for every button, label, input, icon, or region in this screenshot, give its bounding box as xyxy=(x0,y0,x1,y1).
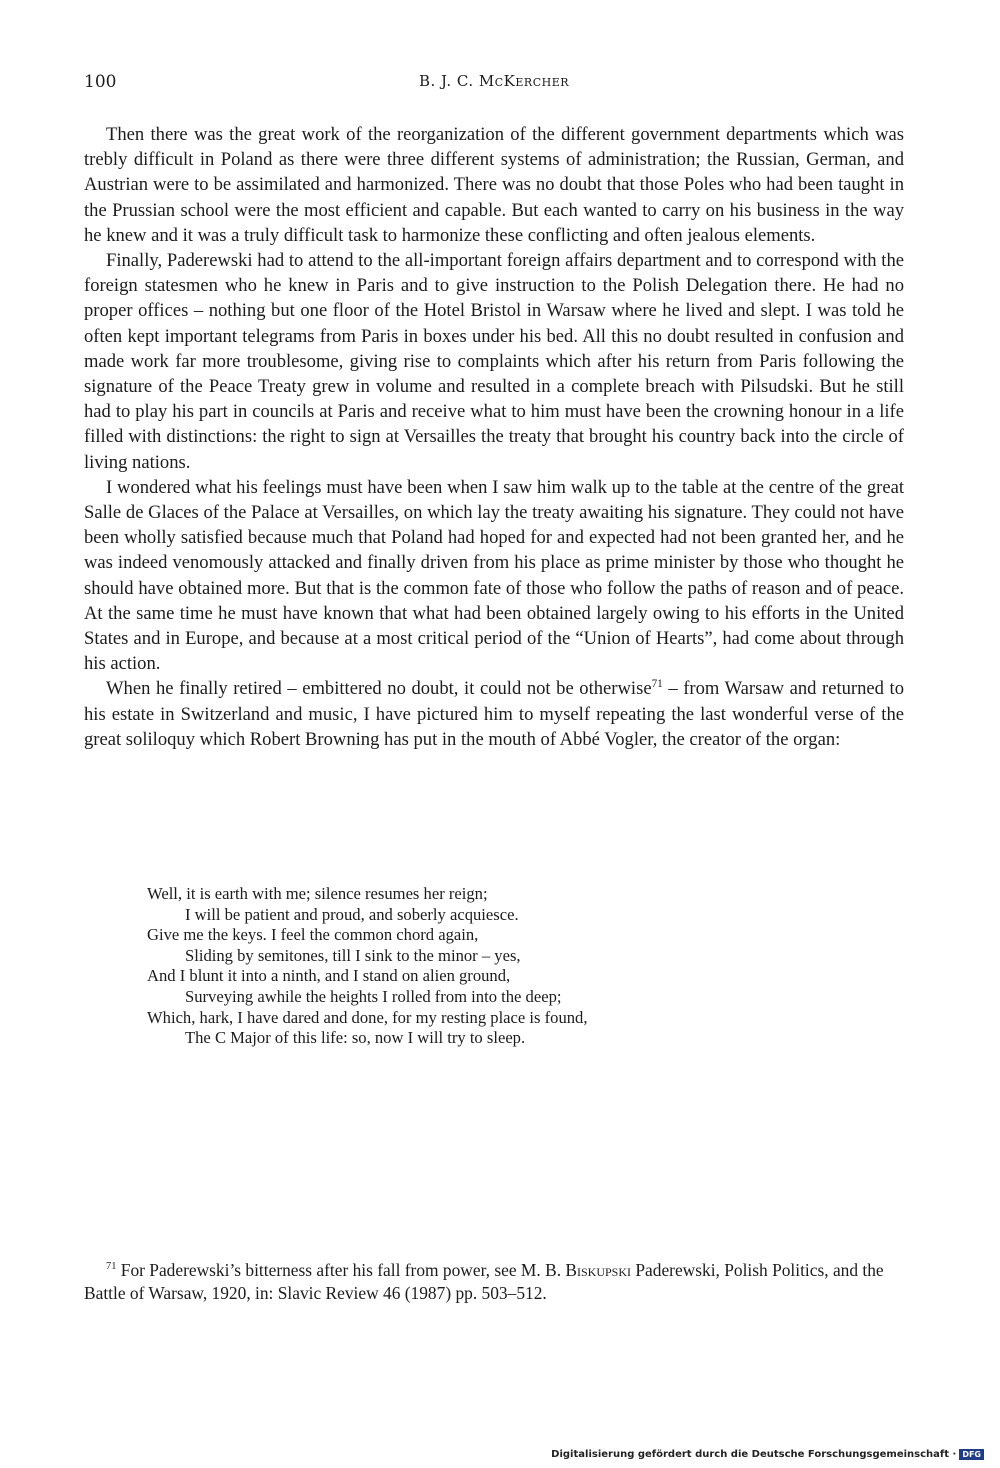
author-initials: B. J. C. xyxy=(418,72,479,90)
verse-line: Sliding by semitones, till I sink to the minor – yes, xyxy=(185,945,521,965)
paragraph-4-end: – from Warsaw and returned to his estate in Switzerland and music, I have pictured him to myself repeating the last wonderful verse of the great soliloquy which Robert Browning has put in the mouth of Abbé Vogler, the creator of the organ: xyxy=(84,678,905,750)
page-number: 100 xyxy=(84,72,117,92)
footnote-author: Biskupski xyxy=(565,1260,632,1280)
dfg-logo-icon: DFG xyxy=(959,1449,984,1460)
paragraph-3: I wondered what his feelings must have been when I saw him walk up to the table at the centre of the great Salle de Glaces of the Palace at Versailles, on which lay the treaty awaiting his signature. They could not have been wholly satisfied because much that Poland had hoped for and expected had not been granted her, and he was indeed venomously attacked and finally driven from his place as prime minister by those who thought he should have obtained more. But that is the common fate of those who follow the paths of reason and of peace. At the same time he must have known that what had been obtained largely owing to his efforts in the United States and in Europe, and because at a most critical period of the “Union of Hearts”, had come about through his action. xyxy=(84,476,904,675)
page-header xyxy=(84,72,904,96)
verse-line: Give me the keys. I feel the common chord again, xyxy=(147,925,479,945)
verse-line: And I blunt it into a ninth, and I stand on alien ground, xyxy=(147,966,511,986)
paragraph-4-start: When he finally retired – embittered no doubt, it could not be otherwise xyxy=(106,678,652,700)
verse-line: I will be patient and proud, and soberly acquiesce. xyxy=(185,904,519,924)
footnote-reference[interactable]: 71 xyxy=(651,678,663,691)
author-surname: McKercher xyxy=(478,72,570,90)
body-text xyxy=(84,122,904,752)
footnote xyxy=(84,1259,904,1305)
verse-line: Surveying awhile the heights I rolled from into the deep; xyxy=(185,986,562,1006)
digitization-credit xyxy=(551,1449,984,1460)
paragraph-1: Then there was the great work of the reorganization of the different government departments which was trebly difficult in Poland as there were three different systems of administration; the Russian, German, and Austrian were to be assimilated and harmonized. There was no doubt that those Poles who had been taught in the Prussian school were the most efficient and capable. But each wanted to carry on his business in the way he knew and it was a truly difficult task to harmonize these conflicting and often jealous elements. xyxy=(84,124,904,246)
verse-line: Well, it is earth with me; silence resumes her reign; xyxy=(147,884,488,903)
footnote-text-start: For Paderewski’s bitterness after his fall from power, see M. B. xyxy=(116,1260,566,1280)
credit-text: Digitalisierung gefördert durch die Deutsche Forschungsgemeinschaft · xyxy=(551,1449,957,1460)
verse-quotation xyxy=(147,884,767,1049)
verse-line: The C Major of this life: so, now I will try to sleep. xyxy=(185,1028,526,1048)
paragraph-4 xyxy=(84,676,904,752)
footnote-text-end: Paderewski, Polish Politics, and the Battle of Warsaw, 1920, in: Slavic Review 46 (1987) pp. 503–512. xyxy=(84,1260,884,1303)
paragraph-2: Finally, Paderewski had to attend to the all-important foreign affairs department and to correspond with the foreign statesmen who he knew in Paris and to give instruction to the Polish Delegation there. He had no proper offices – nothing but one floor of the Hotel Bristol in Warsaw where he lived and slept. I was told he often kept important telegrams from Paris in boxes under his bed. All this no doubt resulted in confusion and made work far more troublesome, giving rise to complaints which after his return from Paris following the signature of the Peace Treaty grew in volume and resulted in a complete breach with Pilsudski. But he still had to play his part in councils at Paris and receive what to him must have been the crowning honour in a life filled with distinctions: the right to sign at Versailles the treaty that brought his country back into the circle of living nations. xyxy=(84,250,904,473)
running-head xyxy=(84,72,904,90)
footnote-number: 71 xyxy=(106,1261,117,1273)
verse-line: Which, hark, I have dared and done, for my resting place is found, xyxy=(147,1007,588,1027)
